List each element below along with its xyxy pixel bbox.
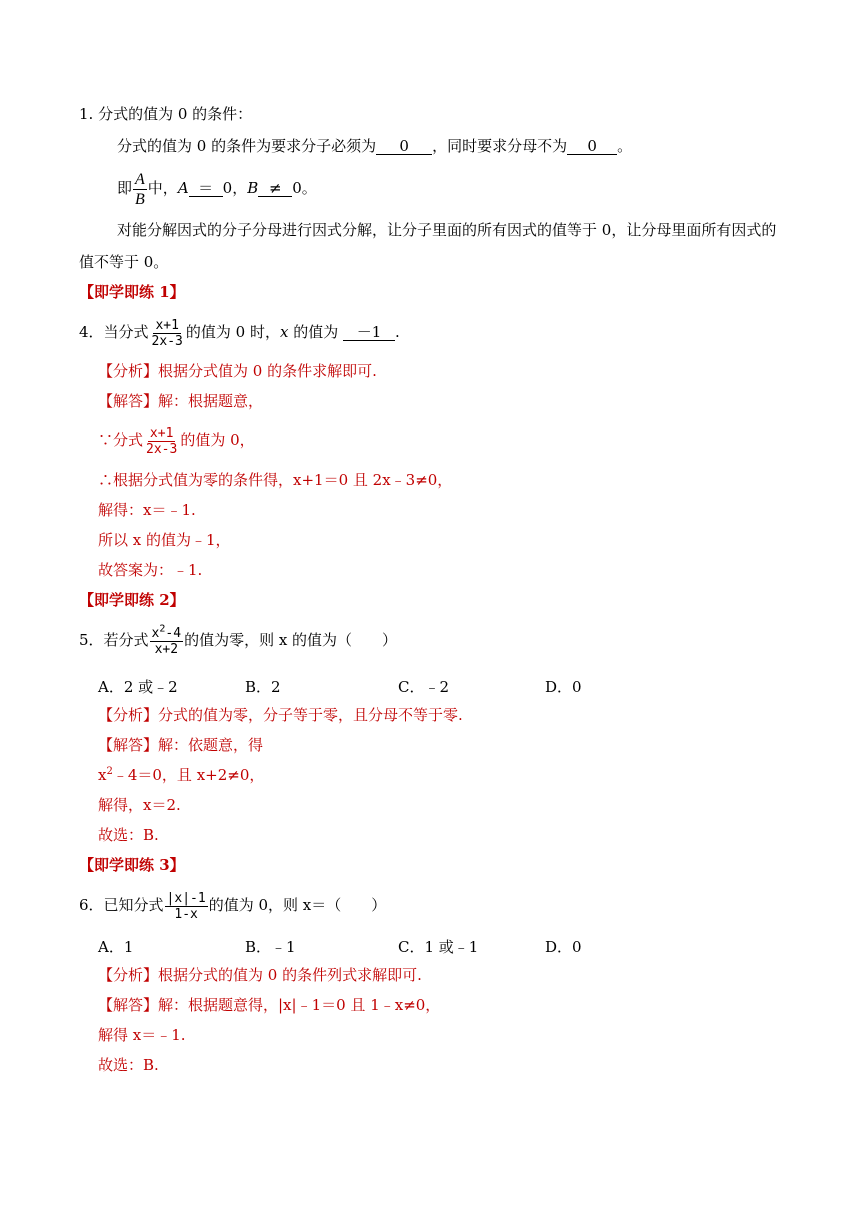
q4-answer-blank: －1 [343, 324, 395, 341]
factor-paragraph-cont: 值不等于 0。 [79, 253, 169, 271]
q5-num-exponent: 2 [159, 623, 166, 635]
q4-sol-numerator: x+1 [149, 425, 174, 441]
q5-sol-base: x [98, 766, 107, 784]
exercise-label-1: 【即学即练 1】 [79, 283, 185, 301]
q4-var-x: x [279, 323, 289, 341]
q5-fraction [150, 623, 184, 657]
question-4 [79, 314, 400, 350]
exercise-label-3: 【即学即练 3】 [79, 856, 185, 874]
q5-solution-header: 【解答】解：依题意，得 [98, 736, 264, 754]
q6-numerator: |x|-1 [166, 890, 206, 906]
q4-solution-line-3: 解得：x＝﹣1. [98, 501, 196, 519]
q6-denominator: 1-x [174, 906, 198, 922]
q5-option-c: C．﹣2 [398, 678, 450, 696]
condition-text-d: 。 [617, 137, 633, 155]
ab-text-a: 即 [117, 179, 133, 197]
q6-option-a: A．1 [98, 938, 134, 956]
q6-option-b: B．﹣1 [245, 938, 296, 956]
q6-analysis: 【分析】根据分式的值为 0 的条件列式求解即可. [98, 966, 422, 984]
exercise-label-2: 【即学即练 2】 [79, 591, 185, 609]
q4-solution-line-5: 故答案为：﹣1. [98, 561, 203, 579]
factor-paragraph: 对能分解因式的分子分母进行因式分解，让分子里面的所有因式的值等于 0，让分母里面所有因式的 [117, 221, 777, 239]
q4-sol-denominator: 2x-3 [146, 441, 178, 457]
q4-solution-header: 【解答】解：根据题意， [98, 392, 264, 410]
q5-denominator: x+2 [154, 641, 179, 657]
ab-text-d: 0。 [292, 179, 317, 197]
q4-numerator: x+1 [155, 317, 179, 333]
var-a: A [177, 179, 189, 197]
q4-solution-line-2: ∴根据分式值为零的条件得，x+1＝0 且 2x﹣3≠0， [98, 471, 453, 489]
a-over-b-fraction [133, 170, 147, 209]
section-title: 1. 分式的值为 0 的条件： [79, 105, 253, 123]
condition-text-a: 分式的值为 0 的条件为要求分子必须为 [117, 137, 377, 155]
q5-sol-rest: ﹣4＝0，且 x+2≠0， [112, 766, 265, 784]
q4-sol-text-a: ∵分式 [98, 431, 144, 449]
q6-text-b: 的值为 0，则 x＝（ ） [208, 896, 387, 914]
denominator-blank: 0 [567, 138, 617, 155]
q4-text-a: 4．当分式 [79, 323, 149, 341]
q6-fraction [165, 891, 208, 922]
q4-sol-fraction [144, 426, 179, 457]
fraction-denominator: B [135, 190, 145, 208]
q5-analysis: 【分析】分式的值为零，分子等于零，且分母不等于零. [98, 706, 463, 724]
q5-num-base: x [151, 625, 160, 641]
q4-analysis: 【分析】根据分式值为 0 的条件求解即可. [98, 362, 377, 380]
fraction-numerator: A [135, 170, 145, 188]
q6-solution-line-1: 解得 x＝﹣1. [98, 1026, 186, 1044]
q6-text-a: 6．已知分式 [79, 896, 164, 914]
q4-text-c: 的值为 [288, 323, 343, 341]
q5-numerator [150, 623, 184, 642]
numerator-blank: 0 [376, 138, 432, 155]
ab-text-c: 0， [222, 179, 248, 197]
ab-text-b: 中， [147, 179, 178, 197]
condition-paragraph [117, 136, 632, 156]
q5-solution-line-3: 故选：B. [98, 826, 159, 844]
a-equals-blank: ＝ [189, 180, 223, 197]
q6-option-d: D．0 [545, 938, 582, 956]
var-b: B [247, 179, 259, 197]
q5-num-rest: -4 [165, 625, 182, 641]
b-not-equal-blank: ≠ [258, 180, 292, 197]
q4-solution-line-4: 所以 x 的值为﹣1， [98, 531, 231, 549]
q6-solution-header: 【解答】解：根据题意得，|x|﹣1＝0 且 1﹣x≠0， [98, 996, 441, 1014]
q4-fraction [150, 318, 185, 349]
q5-option-b: B．2 [245, 678, 281, 696]
condition-text-c: ，同时要求分母不为 [432, 137, 568, 155]
q5-text-a: 5．若分式 [79, 631, 149, 649]
question-5 [79, 620, 397, 660]
q4-text-b: 的值为 0 时， [185, 323, 280, 341]
q5-solution-line-1 [98, 765, 264, 785]
q5-sol-exponent: 2 [106, 766, 113, 777]
q6-option-c: C．1 或﹣1 [398, 938, 479, 956]
q4-text-d: . [394, 323, 400, 341]
q4-sol-text-b: 的值为 0， [180, 431, 255, 449]
q4-denominator: 2x-3 [151, 333, 183, 349]
ab-condition [117, 168, 317, 209]
question-6 [79, 885, 386, 925]
q5-text-b: 的值为零，则 x 的值为（ ） [184, 631, 398, 649]
q5-option-d: D．0 [545, 678, 582, 696]
q6-solution-line-2: 故选：B. [98, 1056, 159, 1074]
q5-solution-line-2: 解得，x＝2. [98, 796, 181, 814]
q4-solution-line-1 [98, 422, 255, 458]
q5-option-a: A．2 或﹣2 [98, 678, 178, 696]
